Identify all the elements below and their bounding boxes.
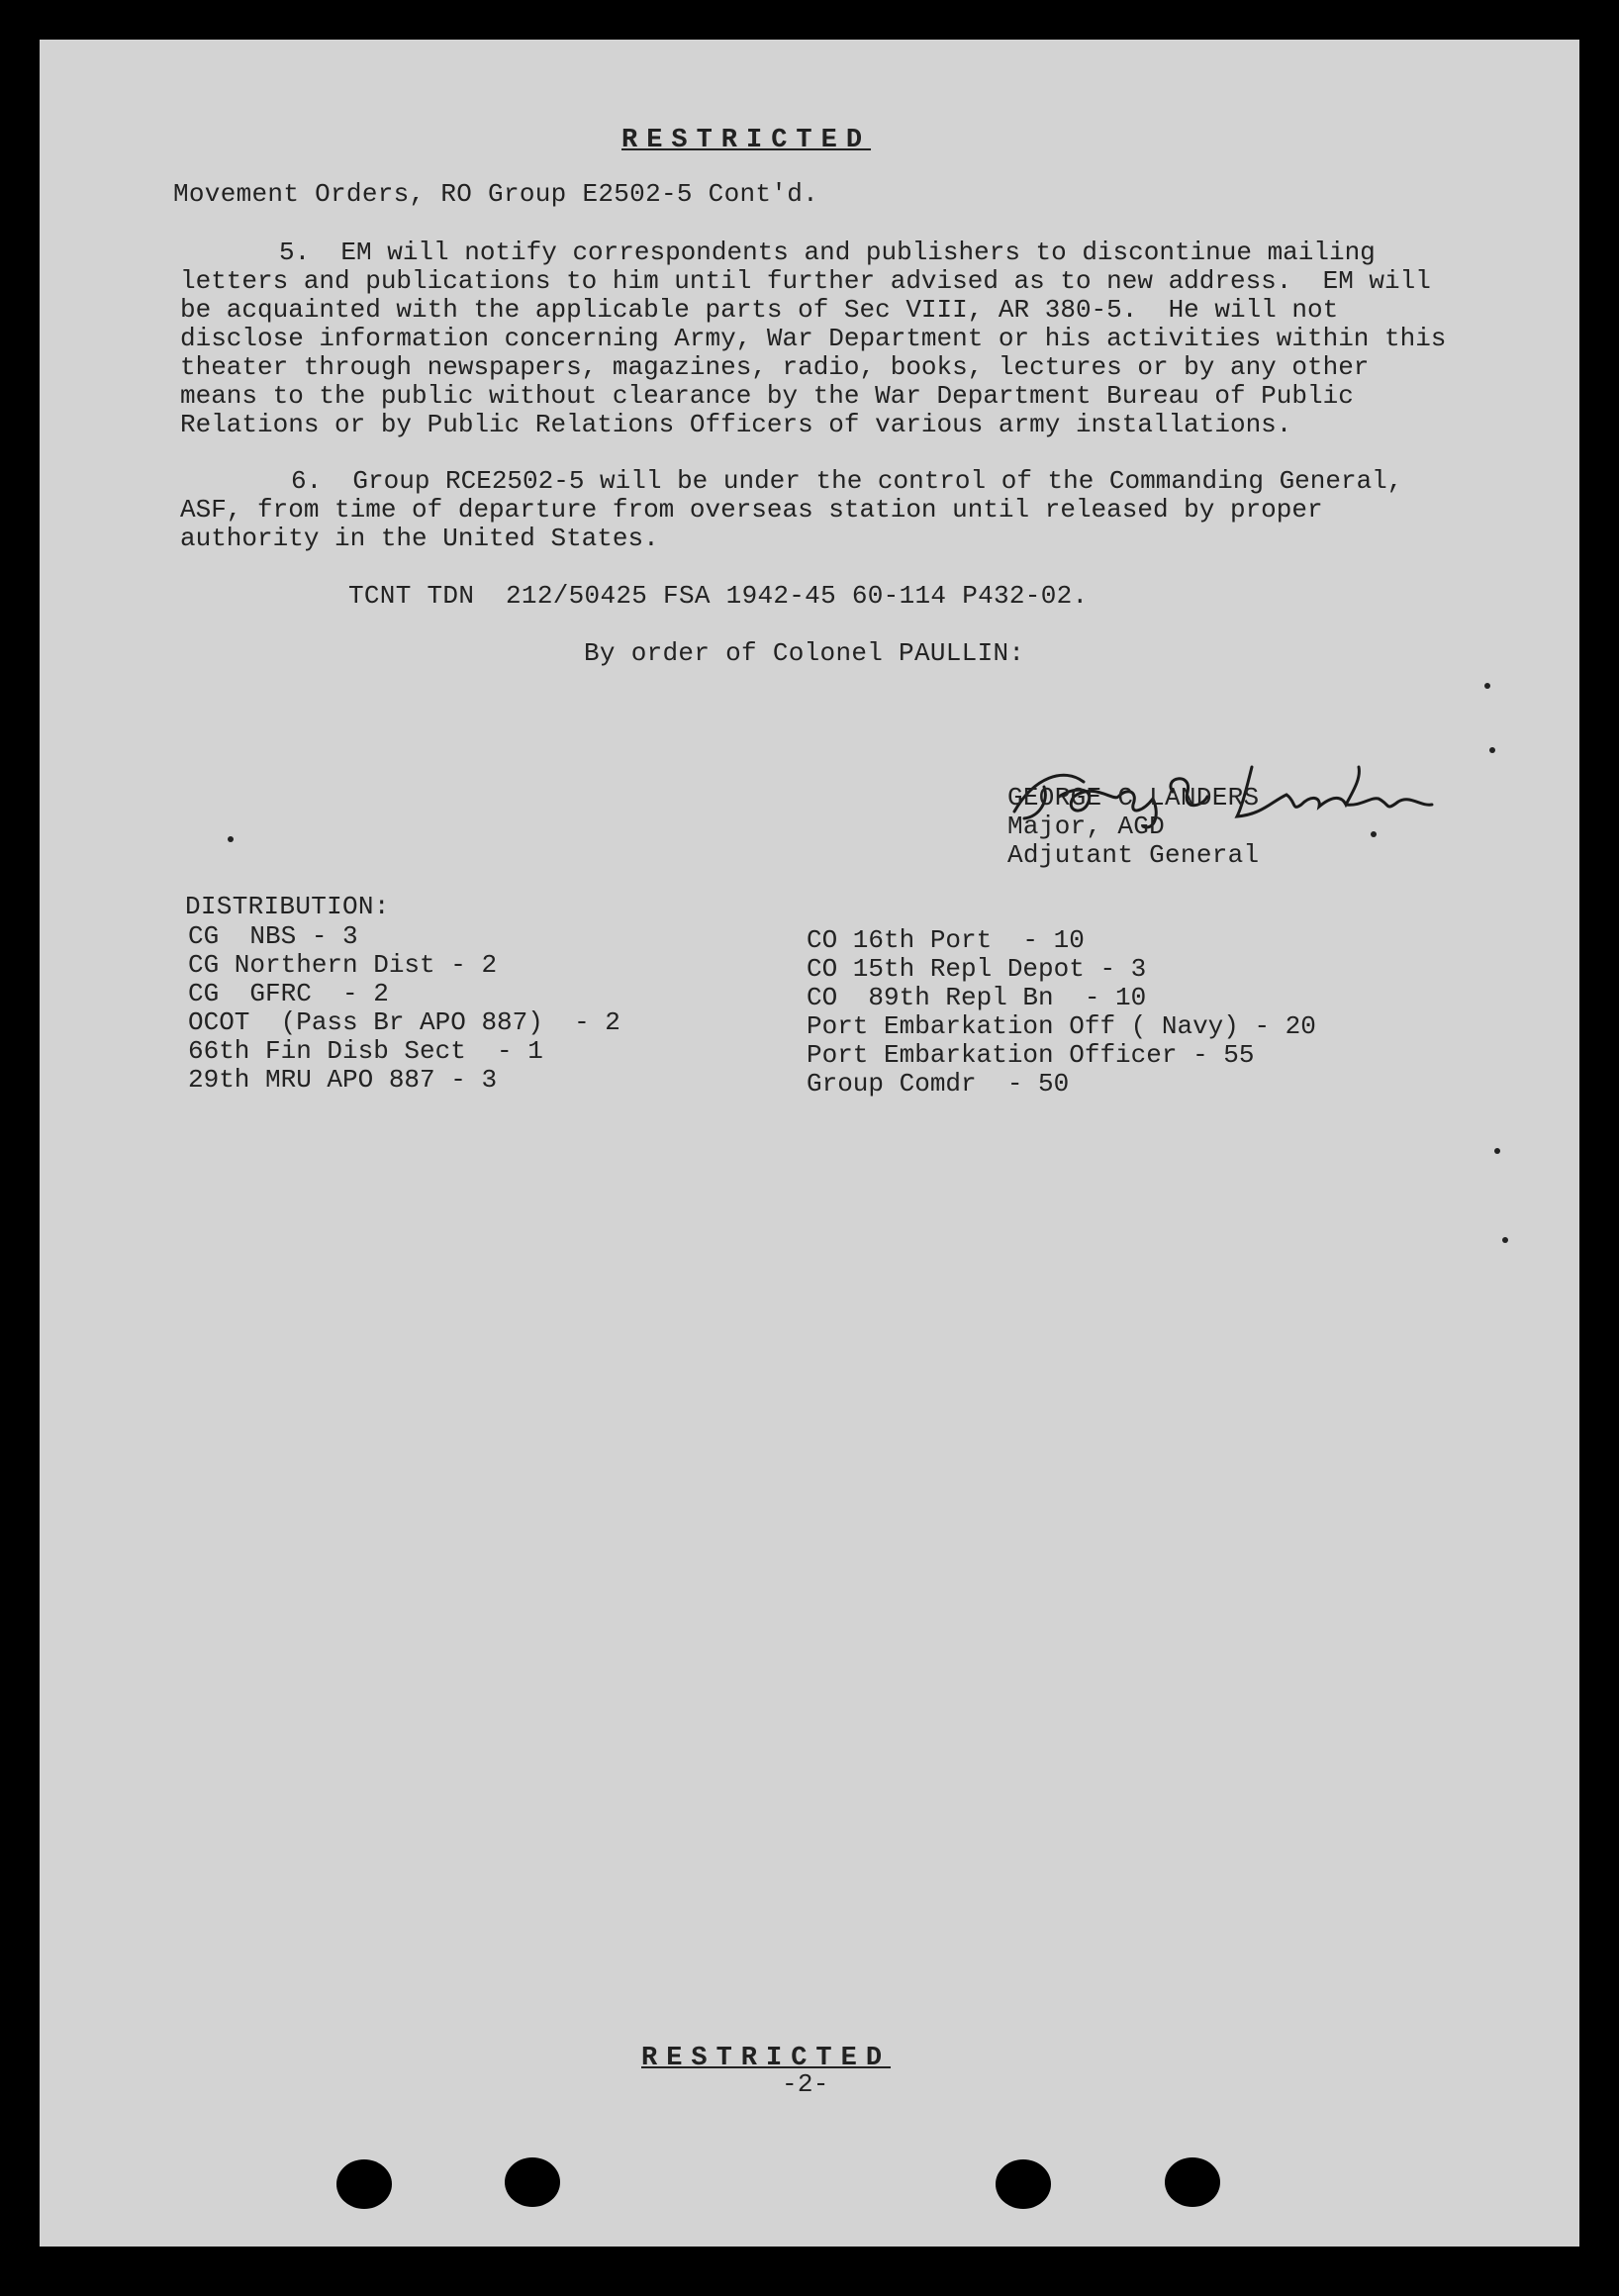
- signature-rank: Major, AGD: [1007, 812, 1166, 841]
- scan-speck: [1371, 831, 1377, 837]
- document-page: [40, 40, 1579, 2247]
- distribution-list-left: [188, 922, 620, 1095]
- distribution-item: CG GFRC - 2: [188, 979, 389, 1008]
- scan-speck: [228, 836, 234, 842]
- page-number: -2-: [782, 2069, 829, 2099]
- punch-hole: [996, 2159, 1051, 2209]
- distribution-item: OCOT (Pass Br APO 887) - 2: [188, 1007, 620, 1037]
- punch-hole: [336, 2159, 392, 2209]
- scan-speck: [1489, 747, 1495, 753]
- paragraph-5-line: Relations or by Public Relations Officers of various army installations.: [180, 410, 1292, 439]
- scan-speck: [1494, 1148, 1500, 1154]
- distribution-heading: DISTRIBUTION:: [185, 892, 390, 921]
- paragraph-6-line: ASF, from time of departure from overseas station until released by proper: [180, 495, 1323, 525]
- paragraph-5-line: means to the public without clearance by the War Department Bureau of Public: [180, 381, 1354, 411]
- paragraph-5: [180, 239, 1446, 439]
- paragraph-6: [180, 467, 1402, 553]
- scan-speck: [1502, 1237, 1508, 1243]
- classification-footer: RESTRICTED: [641, 2044, 892, 2073]
- paragraph-5-line: be acquainted with the applicable parts of Sec VIII, AR 380-5. He will not: [180, 295, 1339, 325]
- paragraph-5-line: theater through newspapers, magazines, radio, books, lectures or by any other: [180, 352, 1370, 382]
- signature-name: GEORGE C LANDERS: [1007, 783, 1260, 813]
- distribution-list-right: [807, 926, 1316, 1099]
- distribution-item: Port Embarkation Off ( Navy) - 20: [807, 1011, 1316, 1041]
- distribution-item: CO 15th Repl Depot - 3: [807, 954, 1147, 984]
- paragraph-6-line: authority in the United States.: [180, 524, 659, 553]
- distribution-item: CO 89th Repl Bn - 10: [807, 983, 1147, 1012]
- subject-line: Movement Orders, RO Group E2502-5 Cont'd.: [173, 179, 819, 209]
- punch-hole: [1165, 2157, 1220, 2207]
- distribution-item: CO 16th Port - 10: [807, 925, 1085, 955]
- distribution-item: CG NBS - 3: [188, 921, 358, 951]
- signature-title: Adjutant General: [1007, 840, 1260, 870]
- paragraph-5-line: disclose information concerning Army, War Department or his activities within this: [180, 324, 1447, 353]
- distribution-item: Port Embarkation Officer - 55: [807, 1040, 1255, 1070]
- paragraph-5-line: letters and publications to him until further advised as to new address. EM will: [180, 266, 1431, 296]
- distribution-item: 66th Fin Disb Sect - 1: [188, 1036, 543, 1066]
- fund-citation: TCNT TDN 212/50425 FSA 1942-45 60-114 P432-02.: [348, 581, 1089, 611]
- distribution-item: 29th MRU APO 887 - 3: [188, 1065, 498, 1095]
- distribution-item: Group Comdr - 50: [807, 1069, 1070, 1099]
- punch-hole: [505, 2157, 560, 2207]
- scan-speck: [1484, 683, 1490, 689]
- classification-header: RESTRICTED: [621, 126, 872, 155]
- paragraph-5-line: 5. EM will notify correspondents and publishers to discontinue mailing: [279, 238, 1376, 267]
- by-order-line: By order of Colonel PAULLIN:: [584, 638, 1025, 668]
- paragraph-6-line: 6. Group RCE2502-5 will be under the control of the Commanding General,: [291, 466, 1403, 496]
- distribution-item: CG Northern Dist - 2: [188, 950, 498, 980]
